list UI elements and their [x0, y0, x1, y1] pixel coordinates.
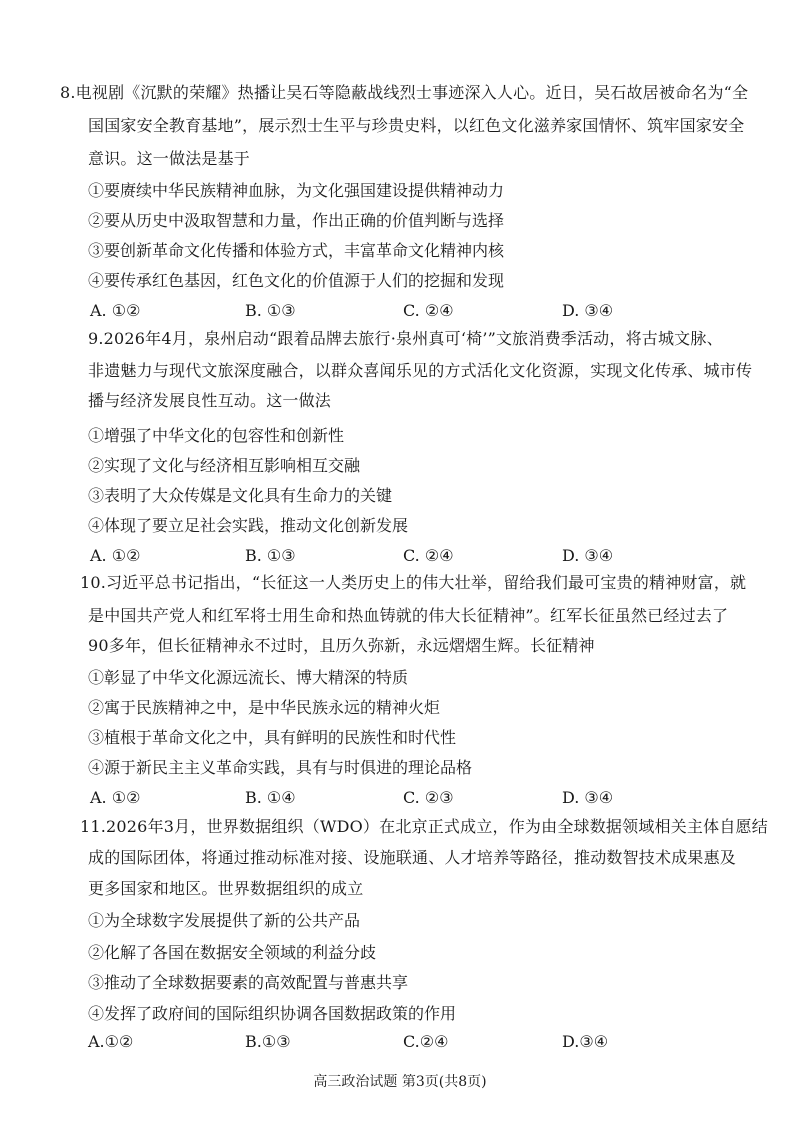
- question-10-choice-a[interactable]: A. ①②: [90, 788, 141, 807]
- question-11-choice-d[interactable]: D.③④: [562, 1032, 609, 1051]
- question-8-choice-d[interactable]: D. ③④: [562, 301, 614, 320]
- question-8-stem-line-2: 国国家安全教育基地”，展示烈士生平与珍贵史料，以红色文化滋养家国情怀、筑牢国家安全: [88, 116, 745, 135]
- question-9-option-4: ④体现了要立足社会实践，推动文化创新发展: [88, 516, 409, 535]
- question-9-stem-line-3: 播与经济发展良性互动。这一做法: [88, 391, 332, 410]
- question-8-option-4: ④要传承红色基因，红色文化的价值源于人们的挖掘和发现: [88, 271, 505, 290]
- question-11-stem-line-1: 11.2026年3月，世界数据组织（WDO）在北京正式成立，作为由全球数据领域相关主体自愿结: [80, 817, 768, 836]
- question-9-option-3: ③表明了大众传媒是文化具有生命力的关键: [88, 486, 393, 505]
- question-11-choice-a[interactable]: A.①②: [88, 1032, 134, 1051]
- question-10-choice-d[interactable]: D. ③④: [562, 788, 614, 807]
- question-9-choice-d[interactable]: D. ③④: [562, 546, 614, 565]
- question-8-stem-line-3: 意识。这一做法是基于: [88, 149, 251, 168]
- question-10-stem-line-2: 是中国共产党人和红军将士用生命和热血铸就的伟大长征精神”。红军长征虽然已经过去了: [88, 606, 729, 625]
- question-9-option-2: ②实现了文化与经济相互影响相互交融: [88, 456, 361, 475]
- question-8-choice-b[interactable]: B. ①③: [245, 301, 296, 320]
- question-8-option-1: ①要赓续中华民族精神血脉，为文化强国建设提供精神动力: [88, 181, 505, 200]
- question-11-stem-line-2: 成的国际团体，将通过推动标准对接、设施联通、人才培养等路径，推动数智技术成果惠及: [88, 848, 737, 867]
- question-11-choice-b[interactable]: B.①③: [245, 1032, 291, 1051]
- page-footer: 高三政治试题 第3页(共8页): [313, 1074, 487, 1090]
- question-10-choice-b[interactable]: B. ①④: [245, 788, 296, 807]
- question-10-option-3: ③植根于革命文化之中，具有鲜明的民族性和时代性: [88, 728, 457, 747]
- question-11-option-2: ②化解了各国在数据安全领域的利益分歧: [88, 943, 377, 962]
- question-10-option-4: ④源于新民主主义革命实践，具有与时俱进的理论品格: [88, 758, 473, 777]
- question-9-stem-line-1: 9.2026年4月，泉州启动“跟着品牌去旅行·泉州真可‘椅’”文旅消费季活动，将古城文脉、: [88, 329, 723, 348]
- question-11-option-1: ①为全球数字发展提供了新的公共产品: [88, 911, 361, 930]
- question-10-option-1: ①彰显了中华文化源远流长、博大精深的特质: [88, 668, 409, 687]
- question-9-choice-a[interactable]: A. ①②: [90, 546, 141, 565]
- question-9-stem-line-2: 非遗魅力与现代文旅深度融合，以群众喜闻乐见的方式活化文化资源，实现文化传承、城市传: [88, 361, 753, 380]
- question-9-choice-c[interactable]: C. ②④: [403, 546, 454, 565]
- question-8-option-2: ②要从历史中汲取智慧和力量，作出正确的价值判断与选择: [88, 211, 505, 230]
- question-8-choice-a[interactable]: A. ①②: [90, 301, 141, 320]
- question-11-choice-c[interactable]: C.②④: [403, 1032, 449, 1051]
- question-10-stem-line-1: 10.习近平总书记指出，“长征这一人类历史上的伟大壮举，留给我们最可宝贵的精神财富，就: [80, 573, 747, 592]
- question-10-choice-c[interactable]: C. ②③: [403, 788, 454, 807]
- question-8-stem-line-1: 8.电视剧《沉默的荣耀》热播让吴石等隐蔽战线烈士事迹深入人心。近日，吴石故居被命名为“全: [60, 83, 749, 102]
- question-8-choice-c[interactable]: C. ②④: [403, 301, 454, 320]
- question-11-option-3: ③推动了全球数据要素的高效配置与普惠共享: [88, 973, 409, 992]
- question-8-option-3: ③要创新革命文化传播和体验方式，丰富革命文化精神内核: [88, 241, 505, 260]
- question-9-choice-b[interactable]: B. ①③: [245, 546, 296, 565]
- question-10-option-2: ②寓于民族精神之中，是中华民族永远的精神火炬: [88, 698, 441, 717]
- question-11-option-4: ④发挥了政府间的国际组织协调各国数据政策的作用: [88, 1004, 457, 1023]
- question-11-stem-line-3: 更多国家和地区。世界数据组织的成立: [88, 879, 364, 898]
- question-10-stem-line-3: 90多年，但长征精神永不过时，且历久弥新，永远熠熠生辉。长征精神: [88, 636, 595, 655]
- question-9-option-1: ①增强了中华文化的包容性和创新性: [88, 426, 345, 445]
